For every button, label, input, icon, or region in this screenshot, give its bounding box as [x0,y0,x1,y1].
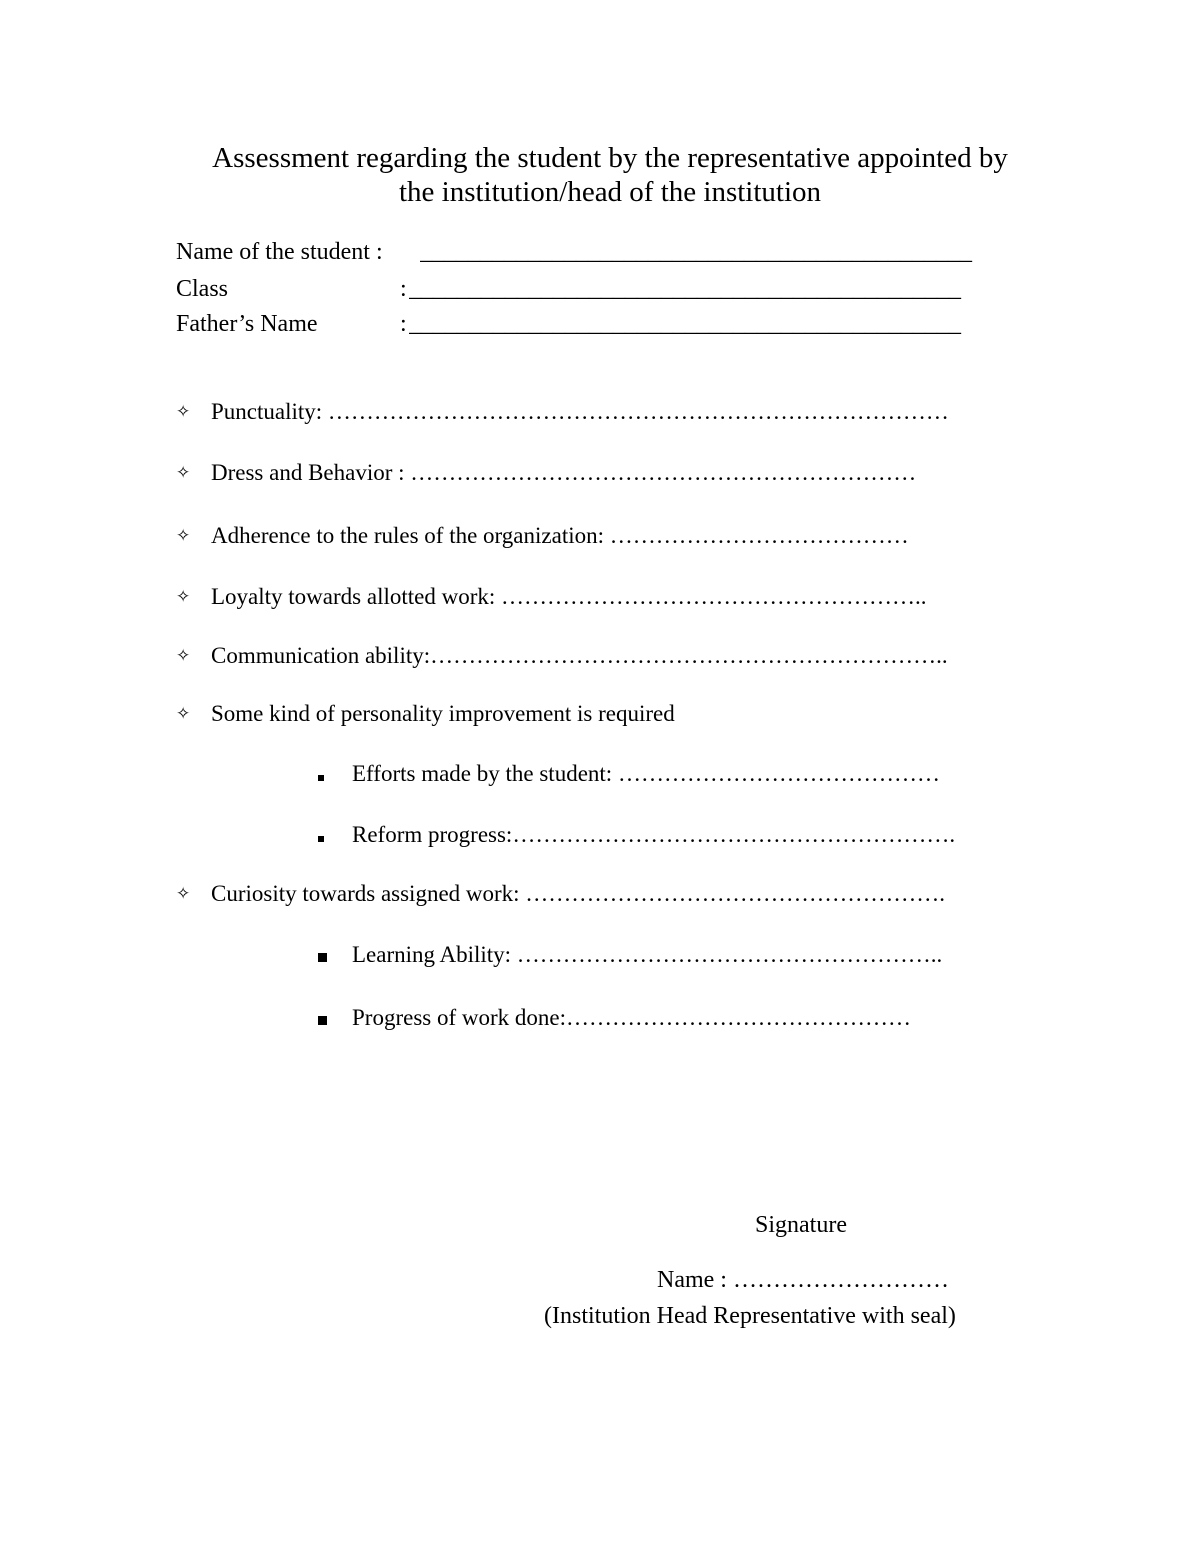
form-title-line-2: the institution/head of the institution [398,176,822,208]
sub-item-reform-progress [318,820,1056,850]
student-name-field [176,235,1056,269]
list-item-adherence-rules [176,521,1056,551]
signature-name-field[interactable]: Name : ……………………… [657,1267,949,1293]
diamond-bullet-icon: ✧ [176,526,191,546]
signature-label: Signature [755,1212,847,1238]
item-text[interactable]: Communication ability:………………………………………………………….. [211,643,948,668]
item-text[interactable]: Learning Ability: ……………………………………………….. [352,942,943,967]
small-square-bullet-icon [318,820,324,850]
square-bullet-icon [318,940,327,970]
class-colon: : [400,276,407,302]
diamond-bullet-icon: ✧ [176,587,191,607]
item-text[interactable]: Dress and Behavior : ………………………………………………………… [211,460,917,485]
item-text: Some kind of personality improvement is required [211,701,675,726]
diamond-bullet-icon: ✧ [176,884,191,904]
sub-item-progress-work [318,1003,1056,1033]
father-name-colon: : [400,311,407,337]
list-item-curiosity [176,879,1056,909]
diamond-bullet-icon: ✧ [176,402,191,422]
father-name-blank[interactable]: ______________________________________________ [409,311,961,337]
list-item-personality-improvement [176,699,1056,729]
list-item-loyalty [176,582,1056,612]
class-blank[interactable]: ______________________________________________ [409,276,961,302]
list-item-punctuality [176,397,1056,427]
square-bullet-icon [318,1003,327,1033]
small-square-bullet-icon [318,759,324,789]
item-text[interactable]: Punctuality: ……………………………………………………………………… [211,399,949,424]
sub-item-learning-ability [318,940,1056,970]
diamond-bullet-icon: ✧ [176,463,191,483]
form-title-line-1: Assessment regarding the student by the representative appointed by [212,142,1008,174]
item-text[interactable]: Loyalty towards allotted work: ……………………………………………….. [211,584,927,609]
item-text[interactable]: Reform progress:…………………………………………………. [352,822,956,847]
signature-role: (Institution Head Representative with seal) [544,1303,956,1329]
student-name-label: Name of the student : [176,239,383,265]
diamond-bullet-icon: ✧ [176,646,191,666]
sub-item-efforts [318,759,1056,789]
list-item-dress-behavior [176,458,1056,488]
item-text[interactable]: Curiosity towards assigned work: ………………………………………………. [211,881,946,906]
item-text[interactable]: Efforts made by the student: …………………………………… [352,761,940,786]
father-name-field [176,307,1056,341]
class-label: Class [176,276,229,302]
list-item-communication [176,641,1056,671]
class-field [176,272,1056,306]
item-text[interactable]: Progress of work done:……………………………………… [352,1005,911,1030]
father-name-label: Father’s Name [176,311,318,337]
item-text[interactable]: Adherence to the rules of the organization: ………………………………… [211,523,909,548]
student-name-blank[interactable]: ______________________________________________ [420,239,972,265]
diamond-bullet-icon: ✧ [176,704,191,724]
